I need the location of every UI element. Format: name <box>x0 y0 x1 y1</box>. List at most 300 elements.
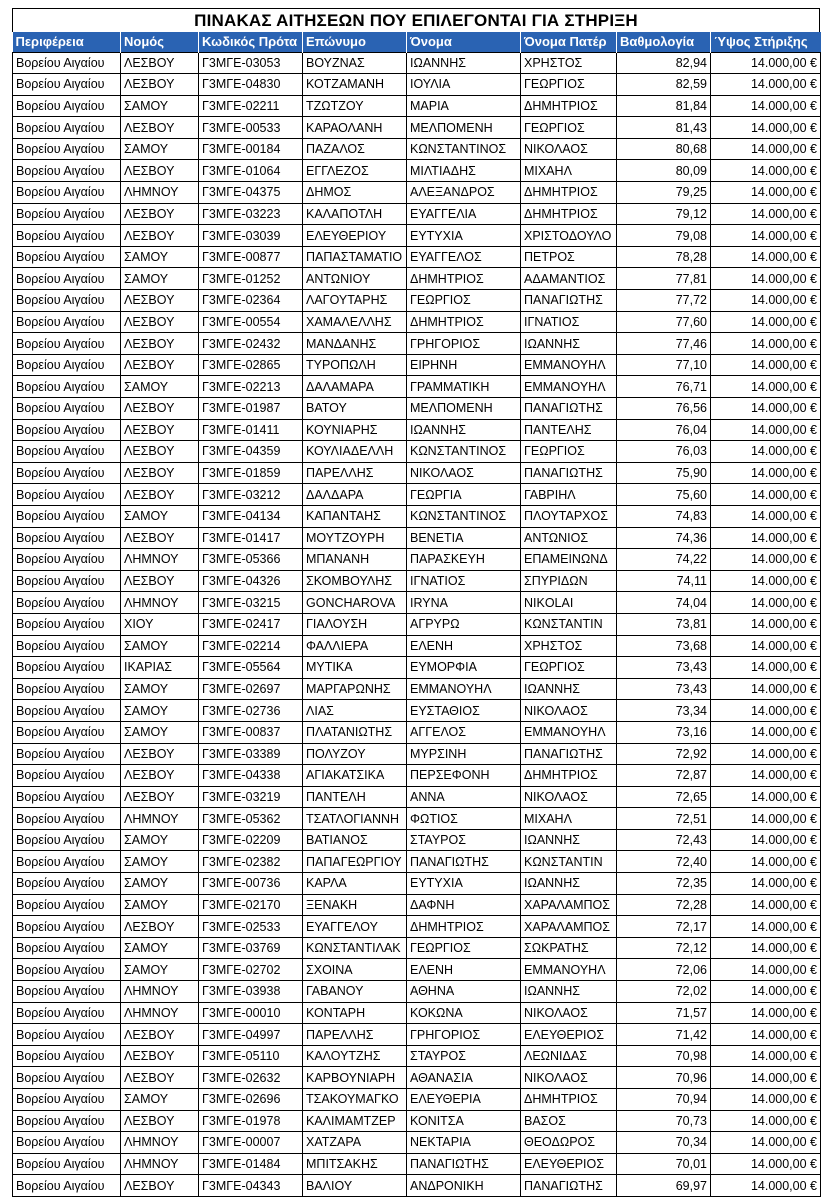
cell-region: Βορείου Αιγαίου <box>13 1002 121 1024</box>
cell-first-name: ΓΕΩΡΓΙΟΣ <box>407 290 521 312</box>
cell-father-name: ΕΜΜΑΝΟΥΗΛ <box>521 721 617 743</box>
cell-prefecture: ΛΕΣΒΟΥ <box>121 311 199 333</box>
cell-surname: ΚΟΤΖΑΜΑΝΗ <box>303 74 407 96</box>
table-row <box>13 1045 821 1067</box>
cell-score: 77,10 <box>617 354 711 376</box>
cell-score: 69,97 <box>617 1175 711 1197</box>
cell-surname: ΜΥΤΙΚΑ <box>303 657 407 679</box>
cell-father-name: ΕΠΑΜΕΙΝΩΝΔ <box>521 549 617 571</box>
cell-region: Βορείου Αιγαίου <box>13 700 121 722</box>
cell-score: 77,81 <box>617 268 711 290</box>
cell-proposal-code: Γ3ΜΓΕ-03212 <box>199 484 303 506</box>
cell-proposal-code: Γ3ΜΓΕ-02417 <box>199 613 303 635</box>
cell-proposal-code: Γ3ΜΓΕ-00736 <box>199 873 303 895</box>
table-row <box>13 829 821 851</box>
cell-proposal-code: Γ3ΜΓΕ-02632 <box>199 1067 303 1089</box>
cell-father-name: ΕΜΜΑΝΟΥΗΛ <box>521 354 617 376</box>
table-row <box>13 894 821 916</box>
cell-first-name: ΕΥΜΟΡΦΙΑ <box>407 657 521 679</box>
cell-proposal-code: Γ3ΜΓΕ-05366 <box>199 549 303 571</box>
cell-prefecture: ΣΑΜΟΥ <box>121 959 199 981</box>
cell-father-name: ΛΕΩΝΙΔΑΣ <box>521 1045 617 1067</box>
cell-support-amount: 14.000,00 € <box>711 721 821 743</box>
table-header <box>13 32 821 52</box>
table-row <box>13 52 821 74</box>
cell-region: Βορείου Αιγαίου <box>13 225 121 247</box>
table-row <box>13 981 821 1003</box>
cell-prefecture: ΛΕΣΒΟΥ <box>121 419 199 441</box>
cell-support-amount: 14.000,00 € <box>711 333 821 355</box>
cell-father-name: ΠΑΝΑΓΙΩΤΗΣ <box>521 398 617 420</box>
cell-proposal-code: Γ3ΜΓΕ-04338 <box>199 765 303 787</box>
cell-father-name: ΕΛΕΥΘΕΡΙΟΣ <box>521 1153 617 1175</box>
cell-support-amount: 14.000,00 € <box>711 808 821 830</box>
cell-father-name: ΙΩΑΝΝΗΣ <box>521 873 617 895</box>
cell-score: 82,59 <box>617 74 711 96</box>
cell-surname: ΠΟΛΥΖΟΥ <box>303 743 407 765</box>
cell-region: Βορείου Αιγαίου <box>13 462 121 484</box>
cell-prefecture: ΣΑΜΟΥ <box>121 829 199 851</box>
cell-prefecture: ΛΗΜΝΟΥ <box>121 549 199 571</box>
cell-region: Βορείου Αιγαίου <box>13 873 121 895</box>
cell-region: Βορείου Αιγαίου <box>13 117 121 139</box>
cell-support-amount: 14.000,00 € <box>711 505 821 527</box>
cell-father-name: ΔΗΜΗΤΡΙΟΣ <box>521 765 617 787</box>
cell-proposal-code: Γ3ΜΓΕ-02432 <box>199 333 303 355</box>
cell-score: 73,43 <box>617 657 711 679</box>
cell-support-amount: 14.000,00 € <box>711 937 821 959</box>
cell-surname: ΠΑΡΕΛΛΗΣ <box>303 1024 407 1046</box>
cell-prefecture: ΣΑΜΟΥ <box>121 635 199 657</box>
column-header-proposal-code: Κωδικός Πρότα <box>199 32 303 52</box>
cell-first-name: ΓΡΑΜΜΑΤΙΚΗ <box>407 376 521 398</box>
cell-proposal-code: Γ3ΜΓΕ-02696 <box>199 1089 303 1111</box>
cell-prefecture: ΛΕΣΒΟΥ <box>121 1067 199 1089</box>
cell-prefecture: ΛΗΜΝΟΥ <box>121 182 199 204</box>
cell-first-name: ΓΡΗΓΟΡΙΟΣ <box>407 1024 521 1046</box>
cell-first-name: ΕΥΑΓΓΕΛΟΣ <box>407 246 521 268</box>
cell-first-name: ΔΗΜΗΤΡΙΟΣ <box>407 916 521 938</box>
cell-region: Βορείου Αιγαίου <box>13 376 121 398</box>
cell-support-amount: 14.000,00 € <box>711 700 821 722</box>
cell-support-amount: 14.000,00 € <box>711 527 821 549</box>
cell-surname: ΓΙΑΛΟΥΣΗ <box>303 613 407 635</box>
cell-support-amount: 14.000,00 € <box>711 786 821 808</box>
cell-prefecture: ΛΗΜΝΟΥ <box>121 981 199 1003</box>
cell-support-amount: 14.000,00 € <box>711 74 821 96</box>
cell-region: Βορείου Αιγαίου <box>13 74 121 96</box>
cell-surname: ΚΑΡΑΟΛΑΝΗ <box>303 117 407 139</box>
cell-proposal-code: Γ3ΜΓΕ-02213 <box>199 376 303 398</box>
cell-support-amount: 14.000,00 € <box>711 182 821 204</box>
cell-first-name: ΚΩΝΣΤΑΝΤΙΝΟΣ <box>407 505 521 527</box>
cell-score: 82,94 <box>617 52 711 74</box>
cell-prefecture: ΛΕΣΒΟΥ <box>121 916 199 938</box>
cell-prefecture: ΣΑΜΟΥ <box>121 95 199 117</box>
cell-surname: ΠΛΑΤΑΝΙΩΤΗΣ <box>303 721 407 743</box>
table-row <box>13 398 821 420</box>
cell-father-name: ΣΩΚΡΑΤΗΣ <box>521 937 617 959</box>
cell-prefecture: ΣΑΜΟΥ <box>121 1089 199 1111</box>
cell-father-name: ΚΩΝΣΤΑΝΤΙΝ <box>521 851 617 873</box>
cell-support-amount: 14.000,00 € <box>711 894 821 916</box>
cell-surname: ΤΣΑΚΟΥΜΑΓΚΟ <box>303 1089 407 1111</box>
cell-father-name: ΔΗΜΗΤΡΙΟΣ <box>521 95 617 117</box>
column-header-father-name: Όνομα Πατέρ <box>521 32 617 52</box>
cell-prefecture: ΣΑΜΟΥ <box>121 268 199 290</box>
cell-prefecture: ΛΕΣΒΟΥ <box>121 743 199 765</box>
cell-surname: ΚΑΡΒΟΥΝΙΑΡΗ <box>303 1067 407 1089</box>
table-row <box>13 1002 821 1024</box>
cell-prefecture: ΣΑΜΟΥ <box>121 894 199 916</box>
cell-proposal-code: Γ3ΜΓΕ-02736 <box>199 700 303 722</box>
cell-prefecture: ΙΚΑΡΙΑΣ <box>121 657 199 679</box>
cell-surname: ΚΑΠΑΝΤΑΗΣ <box>303 505 407 527</box>
cell-surname: ΒΑΛΙΟΥ <box>303 1175 407 1197</box>
cell-first-name: ΚΩΝΣΤΑΝΤΙΝΟΣ <box>407 441 521 463</box>
cell-region: Βορείου Αιγαίου <box>13 311 121 333</box>
cell-prefecture: ΣΑΜΟΥ <box>121 873 199 895</box>
table-row <box>13 743 821 765</box>
cell-prefecture: ΛΗΜΝΟΥ <box>121 1153 199 1175</box>
cell-father-name: ΠΑΝΤΕΛΗΣ <box>521 419 617 441</box>
cell-region: Βορείου Αιγαίου <box>13 1175 121 1197</box>
cell-surname: ΚΑΡΛΑ <box>303 873 407 895</box>
table-row <box>13 290 821 312</box>
cell-proposal-code: Γ3ΜΓΕ-02865 <box>199 354 303 376</box>
cell-score: 79,12 <box>617 203 711 225</box>
cell-region: Βορείου Αιγαίου <box>13 333 121 355</box>
cell-father-name: ΘΕΟΔΩΡΟΣ <box>521 1132 617 1154</box>
cell-father-name: ΕΛΕΥΘΕΡΙΟΣ <box>521 1024 617 1046</box>
cell-support-amount: 14.000,00 € <box>711 290 821 312</box>
cell-first-name: ΕΥΤΥΧΙΑ <box>407 225 521 247</box>
cell-proposal-code: Γ3ΜΓΕ-02533 <box>199 916 303 938</box>
table-row <box>13 678 821 700</box>
table-row <box>13 505 821 527</box>
cell-father-name: NIKOLAI <box>521 592 617 614</box>
cell-surname: ΠΑΠΑΣΤΑΜΑΤΙΟ <box>303 246 407 268</box>
cell-prefecture: ΣΑΜΟΥ <box>121 721 199 743</box>
cell-proposal-code: Γ3ΜΓΕ-03219 <box>199 786 303 808</box>
cell-first-name: ΠΑΝΑΓΙΩΤΗΣ <box>407 1153 521 1175</box>
cell-region: Βορείου Αιγαίου <box>13 1153 121 1175</box>
cell-region: Βορείου Αιγαίου <box>13 268 121 290</box>
cell-first-name: ΑΝΝΑ <box>407 786 521 808</box>
cell-support-amount: 14.000,00 € <box>711 419 821 441</box>
cell-region: Βορείου Αιγαίου <box>13 52 121 74</box>
cell-proposal-code: Γ3ΜΓΕ-01987 <box>199 398 303 420</box>
cell-first-name: ΒΕΝΕΤΙΑ <box>407 527 521 549</box>
cell-first-name: ΕΛΕΥΘΕΡΙΑ <box>407 1089 521 1111</box>
cell-surname: GONCHAROVA <box>303 592 407 614</box>
table-row <box>13 613 821 635</box>
cell-score: 73,81 <box>617 613 711 635</box>
cell-region: Βορείου Αιγαίου <box>13 1024 121 1046</box>
cell-surname: ΒΑΤΟΥ <box>303 398 407 420</box>
cell-proposal-code: Γ3ΜΓΕ-02211 <box>199 95 303 117</box>
table-row <box>13 74 821 96</box>
table-row <box>13 95 821 117</box>
cell-score: 76,04 <box>617 419 711 441</box>
table-row <box>13 354 821 376</box>
cell-father-name: ΝΙΚΟΛΑΟΣ <box>521 1002 617 1024</box>
cell-proposal-code: Γ3ΜΓΕ-01417 <box>199 527 303 549</box>
cell-support-amount: 14.000,00 € <box>711 570 821 592</box>
page-title: ΠΙΝΑΚΑΣ ΑΙΤΗΣΕΩΝ ΠΟΥ ΕΠΙΛΕΓΟΝΤΑΙ ΓΙΑ ΣΤΗΡΙΞΗ <box>12 8 820 32</box>
cell-region: Βορείου Αιγαίου <box>13 505 121 527</box>
cell-proposal-code: Γ3ΜΓΕ-00184 <box>199 138 303 160</box>
cell-prefecture: ΛΕΣΒΟΥ <box>121 1045 199 1067</box>
cell-support-amount: 14.000,00 € <box>711 52 821 74</box>
cell-father-name: ΜΙΧΑΗΛ <box>521 160 617 182</box>
cell-surname: ΜΠΙΤΣΑΚΗΣ <box>303 1153 407 1175</box>
cell-first-name: ΔΗΜΗΤΡΙΟΣ <box>407 311 521 333</box>
cell-prefecture: ΛΕΣΒΟΥ <box>121 786 199 808</box>
cell-surname: ΓΑΒΑΝΟΥ <box>303 981 407 1003</box>
table-row <box>13 160 821 182</box>
cell-region: Βορείου Αιγαίου <box>13 203 121 225</box>
cell-score: 72,92 <box>617 743 711 765</box>
table-row <box>13 592 821 614</box>
header-row <box>13 32 821 52</box>
cell-first-name: ΠΑΝΑΓΙΩΤΗΣ <box>407 851 521 873</box>
cell-father-name: ΕΜΜΑΝΟΥΗΛ <box>521 376 617 398</box>
cell-father-name: ΕΜΜΑΝΟΥΗΛ <box>521 959 617 981</box>
cell-support-amount: 14.000,00 € <box>711 462 821 484</box>
cell-surname: ΚΑΛΙΜΑΜΤΖΕΡ <box>303 1110 407 1132</box>
cell-score: 71,57 <box>617 1002 711 1024</box>
cell-prefecture: ΧΙΟΥ <box>121 613 199 635</box>
cell-region: Βορείου Αιγαίου <box>13 246 121 268</box>
table-row <box>13 225 821 247</box>
cell-region: Βορείου Αιγαίου <box>13 1132 121 1154</box>
cell-surname: ΣΚΟΜΒΟΥΛΗΣ <box>303 570 407 592</box>
cell-father-name: ΝΙΚΟΛΑΟΣ <box>521 138 617 160</box>
cell-prefecture: ΛΕΣΒΟΥ <box>121 290 199 312</box>
cell-prefecture: ΛΕΣΒΟΥ <box>121 1024 199 1046</box>
cell-proposal-code: Γ3ΜΓΕ-04343 <box>199 1175 303 1197</box>
cell-prefecture: ΛΗΜΝΟΥ <box>121 808 199 830</box>
table-row <box>13 808 821 830</box>
cell-first-name: ΕΛΕΝΗ <box>407 635 521 657</box>
cell-prefecture: ΛΕΣΒΟΥ <box>121 203 199 225</box>
table-row <box>13 959 821 981</box>
cell-proposal-code: Γ3ΜΓΕ-00554 <box>199 311 303 333</box>
cell-support-amount: 14.000,00 € <box>711 1002 821 1024</box>
cell-father-name: ΠΛΟΥΤΑΡΧΟΣ <box>521 505 617 527</box>
cell-surname: ΠΑΖΑΛΟΣ <box>303 138 407 160</box>
cell-proposal-code: Γ3ΜΓΕ-01484 <box>199 1153 303 1175</box>
cell-surname: ΜΠΑΝΑΝΗ <box>303 549 407 571</box>
cell-father-name: ΙΩΑΝΝΗΣ <box>521 981 617 1003</box>
cell-proposal-code: Γ3ΜΓΕ-04375 <box>199 182 303 204</box>
cell-region: Βορείου Αιγαίου <box>13 1045 121 1067</box>
cell-proposal-code: Γ3ΜΓΕ-04830 <box>199 74 303 96</box>
cell-first-name: ΙΟΥΛΙΑ <box>407 74 521 96</box>
cell-region: Βορείου Αιγαίου <box>13 484 121 506</box>
cell-score: 74,22 <box>617 549 711 571</box>
cell-surname: ΚΑΛΟΥΤΖΗΣ <box>303 1045 407 1067</box>
document-sheet <box>12 8 820 1197</box>
cell-support-amount: 14.000,00 € <box>711 1045 821 1067</box>
cell-support-amount: 14.000,00 € <box>711 1024 821 1046</box>
cell-first-name: ΑΓΡΥΡΩ <box>407 613 521 635</box>
cell-prefecture: ΛΗΜΝΟΥ <box>121 1132 199 1154</box>
cell-proposal-code: Γ3ΜΓΕ-02214 <box>199 635 303 657</box>
cell-score: 80,68 <box>617 138 711 160</box>
cell-prefecture: ΛΕΣΒΟΥ <box>121 117 199 139</box>
cell-prefecture: ΛΕΣΒΟΥ <box>121 1110 199 1132</box>
cell-surname: ΔΗΜΟΣ <box>303 182 407 204</box>
cell-prefecture: ΣΑΜΟΥ <box>121 246 199 268</box>
table-row <box>13 549 821 571</box>
cell-region: Βορείου Αιγαίου <box>13 743 121 765</box>
cell-prefecture: ΛΕΣΒΟΥ <box>121 527 199 549</box>
column-header-support-amount: Ύψος Στήριξης <box>711 32 821 52</box>
cell-support-amount: 14.000,00 € <box>711 1067 821 1089</box>
cell-region: Βορείου Αιγαίου <box>13 937 121 959</box>
cell-support-amount: 14.000,00 € <box>711 354 821 376</box>
cell-first-name: ΕΜΜΑΝΟΥΗΛ <box>407 678 521 700</box>
table-row <box>13 700 821 722</box>
cell-surname: ΧΑΤΖΑΡΑ <box>303 1132 407 1154</box>
table-row <box>13 484 821 506</box>
cell-prefecture: ΛΕΣΒΟΥ <box>121 74 199 96</box>
cell-score: 70,73 <box>617 1110 711 1132</box>
cell-prefecture: ΛΕΣΒΟΥ <box>121 225 199 247</box>
cell-proposal-code: Γ3ΜΓΕ-00877 <box>199 246 303 268</box>
table-row <box>13 786 821 808</box>
cell-father-name: ΓΕΩΡΓΙΟΣ <box>521 441 617 463</box>
cell-support-amount: 14.000,00 € <box>711 441 821 463</box>
cell-region: Βορείου Αιγαίου <box>13 765 121 787</box>
cell-first-name: ΜΙΛΤΙΑΔΗΣ <box>407 160 521 182</box>
cell-score: 74,83 <box>617 505 711 527</box>
cell-support-amount: 14.000,00 € <box>711 959 821 981</box>
cell-region: Βορείου Αιγαίου <box>13 613 121 635</box>
cell-father-name: ΚΩΝΣΤΑΝΤΙΝ <box>521 613 617 635</box>
cell-surname: ΧΑΜΑΛΕΛΛΗΣ <box>303 311 407 333</box>
table-row <box>13 635 821 657</box>
table-row <box>13 138 821 160</box>
cell-score: 76,03 <box>617 441 711 463</box>
cell-proposal-code: Γ3ΜΓΕ-00533 <box>199 117 303 139</box>
cell-score: 70,94 <box>617 1089 711 1111</box>
table-row <box>13 1153 821 1175</box>
cell-proposal-code: Γ3ΜΓΕ-02170 <box>199 894 303 916</box>
table-row <box>13 527 821 549</box>
cell-surname: ΜΑΝΔΑΝΗΣ <box>303 333 407 355</box>
cell-region: Βορείου Αιγαίου <box>13 1067 121 1089</box>
cell-score: 72,12 <box>617 937 711 959</box>
cell-score: 80,09 <box>617 160 711 182</box>
cell-score: 71,42 <box>617 1024 711 1046</box>
cell-region: Βορείου Αιγαίου <box>13 851 121 873</box>
cell-support-amount: 14.000,00 € <box>711 225 821 247</box>
cell-first-name: ΑΝΔΡΟΝΙΚΗ <box>407 1175 521 1197</box>
table-row <box>13 333 821 355</box>
cell-surname: ΚΟΝΤΑΡΗ <box>303 1002 407 1024</box>
cell-surname: ΑΓΙΑΚΑΤΣΙΚΑ <box>303 765 407 787</box>
cell-proposal-code: Γ3ΜΓΕ-02702 <box>199 959 303 981</box>
table-row <box>13 1110 821 1132</box>
cell-proposal-code: Γ3ΜΓΕ-00007 <box>199 1132 303 1154</box>
cell-surname: ΤΥΡΟΠΩΛΗ <box>303 354 407 376</box>
cell-surname: ΕΛΕΥΘΕΡΙΟΥ <box>303 225 407 247</box>
cell-prefecture: ΛΕΣΒΟΥ <box>121 765 199 787</box>
cell-support-amount: 14.000,00 € <box>711 311 821 333</box>
cell-first-name: ΠΕΡΣΕΦΟΝΗ <box>407 765 521 787</box>
table-row <box>13 657 821 679</box>
cell-father-name: ΧΑΡΑΛΑΜΠΟΣ <box>521 916 617 938</box>
cell-father-name: ΧΡΙΣΤΟΔΟΥΛΟ <box>521 225 617 247</box>
cell-first-name: ΑΛΕΞΑΝΔΡΟΣ <box>407 182 521 204</box>
cell-father-name: ΠΕΤΡΟΣ <box>521 246 617 268</box>
cell-region: Βορείου Αιγαίου <box>13 1110 121 1132</box>
cell-region: Βορείου Αιγαίου <box>13 635 121 657</box>
cell-region: Βορείου Αιγαίου <box>13 290 121 312</box>
cell-region: Βορείου Αιγαίου <box>13 678 121 700</box>
cell-father-name: ΙΩΑΝΝΗΣ <box>521 678 617 700</box>
cell-score: 70,96 <box>617 1067 711 1089</box>
cell-proposal-code: Γ3ΜΓΕ-03053 <box>199 52 303 74</box>
cell-score: 79,25 <box>617 182 711 204</box>
cell-region: Βορείου Αιγαίου <box>13 549 121 571</box>
cell-surname: ΒΟΥΖΝΑΣ <box>303 52 407 74</box>
table-row <box>13 1175 821 1197</box>
cell-first-name: ΑΘΑΝΑΣΙΑ <box>407 1067 521 1089</box>
cell-proposal-code: Γ3ΜΓΕ-00010 <box>199 1002 303 1024</box>
cell-region: Βορείου Αιγαίου <box>13 894 121 916</box>
table-row <box>13 765 821 787</box>
cell-proposal-code: Γ3ΜΓΕ-03769 <box>199 937 303 959</box>
cell-prefecture: ΛΕΣΒΟΥ <box>121 354 199 376</box>
cell-score: 76,71 <box>617 376 711 398</box>
cell-support-amount: 14.000,00 € <box>711 95 821 117</box>
cell-prefecture: ΣΑΜΟΥ <box>121 937 199 959</box>
cell-surname: ΚΑΛΑΠΟΤΛΗ <box>303 203 407 225</box>
cell-score: 72,43 <box>617 829 711 851</box>
cell-father-name: ΠΑΝΑΓΙΩΤΗΣ <box>521 290 617 312</box>
cell-support-amount: 14.000,00 € <box>711 268 821 290</box>
cell-region: Βορείου Αιγαίου <box>13 786 121 808</box>
cell-support-amount: 14.000,00 € <box>711 613 821 635</box>
cell-support-amount: 14.000,00 € <box>711 1089 821 1111</box>
cell-score: 72,51 <box>617 808 711 830</box>
column-header-prefecture: Νομός <box>121 32 199 52</box>
cell-support-amount: 14.000,00 € <box>711 1175 821 1197</box>
cell-first-name: ΝΕΚΤΑΡΙΑ <box>407 1132 521 1154</box>
cell-prefecture: ΛΕΣΒΟΥ <box>121 398 199 420</box>
cell-support-amount: 14.000,00 € <box>711 1153 821 1175</box>
cell-support-amount: 14.000,00 € <box>711 398 821 420</box>
cell-surname: ΤΖΩΤΖΟΥ <box>303 95 407 117</box>
applications-table <box>12 32 821 1197</box>
cell-region: Βορείου Αιγαίου <box>13 527 121 549</box>
cell-father-name: ΙΩΑΝΝΗΣ <box>521 829 617 851</box>
cell-score: 74,04 <box>617 592 711 614</box>
cell-father-name: ΔΗΜΗΤΡΙΟΣ <box>521 1089 617 1111</box>
cell-first-name: ΙΩΑΝΝΗΣ <box>407 419 521 441</box>
cell-proposal-code: Γ3ΜΓΕ-02382 <box>199 851 303 873</box>
cell-support-amount: 14.000,00 € <box>711 1132 821 1154</box>
cell-first-name: ΚΟΚΩΝΑ <box>407 1002 521 1024</box>
cell-support-amount: 14.000,00 € <box>711 851 821 873</box>
cell-support-amount: 14.000,00 € <box>711 873 821 895</box>
cell-first-name: ΙΩΑΝΝΗΣ <box>407 52 521 74</box>
cell-father-name: ΜΙΧΑΗΛ <box>521 808 617 830</box>
